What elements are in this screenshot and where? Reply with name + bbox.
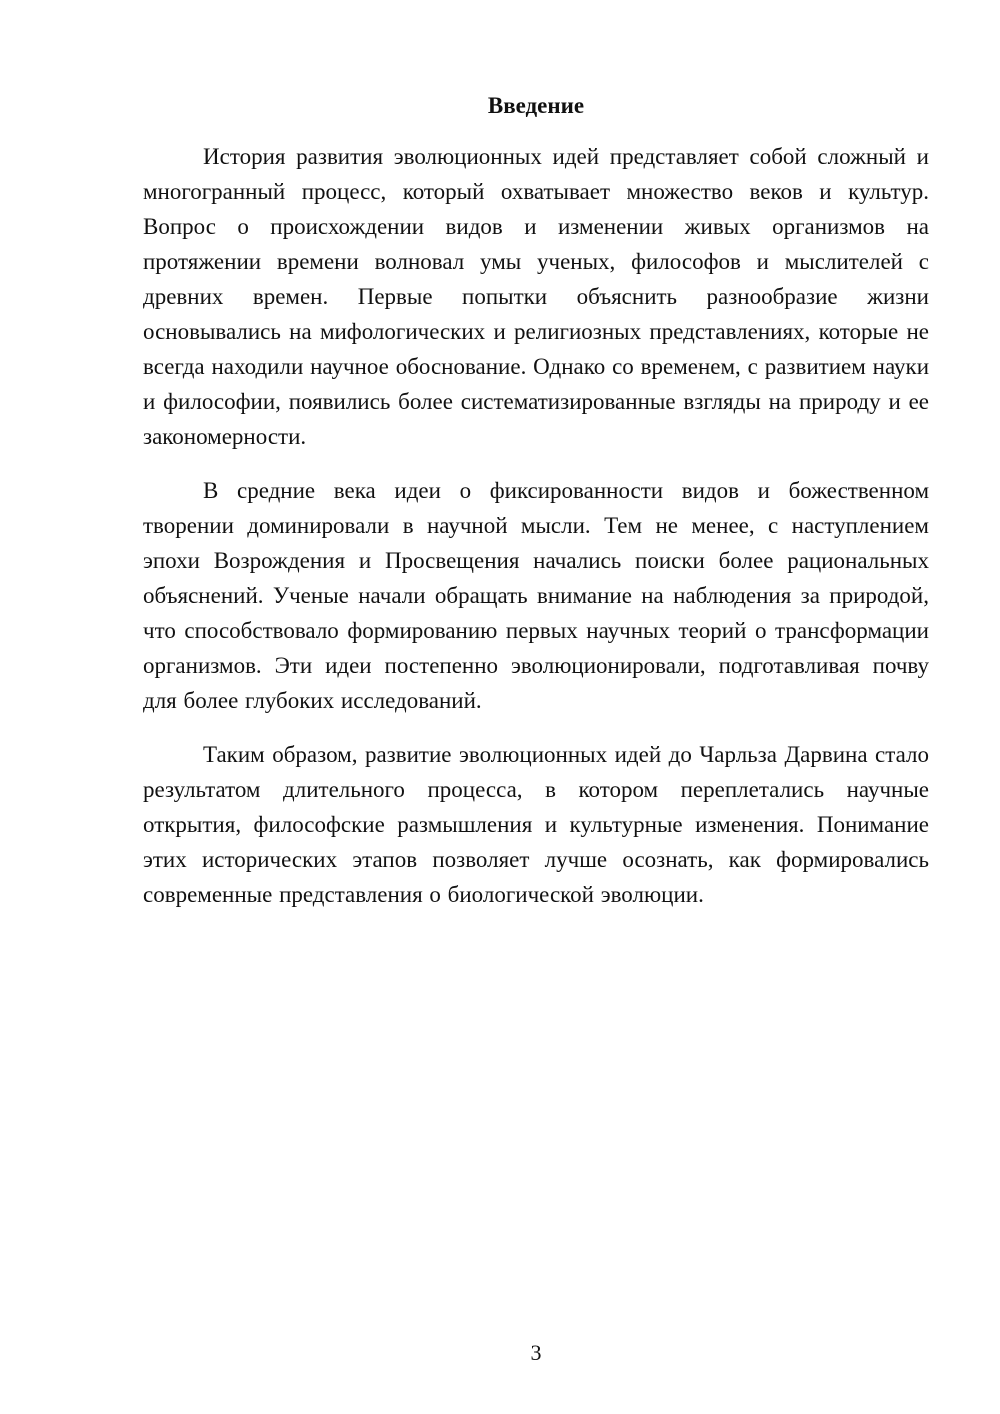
paragraph: Таким образом, развитие эволюционных идей до Чарльза Дарвина стало результатом длительного процесса, в котором переплетались научные открытия, философские размышления и культурные изменения. Понимание этих исторических этапов позволяет лучше осознать, как формировались современные представления о биологической эволюции.	[143, 742, 929, 907]
page-number: 3	[530, 1340, 542, 1365]
page-title: Введение	[487, 93, 585, 118]
paragraph: История развития эволюционных идей представляет собой сложный и многогранный процесс, который охватывает множество веков и культур. Вопрос о происхождении видов и изменении живых организмов на протяжении времени волновал умы ученых, философов и мыслителей с древних времен. Первые попытки объяснить разнообразие жизни основывались на мифологических и религиозных представлениях, которые не всегда находили научное обоснование. Однако со временем, с развитием науки и философии, появились более систематизированные взгляды на природу и ее закономерности.	[143, 144, 929, 449]
paragraph: В средние века идеи о фиксированности видов и божественном творении доминировали в научной мысли. Тем не менее, с наступлением эпохи Возрождения и Просвещения начались поиски более рациональных объяснений. Ученые начали обращать внимание на наблюдения за природой, что способствовало формированию первых научных теорий о трансформации организмов. Эти идеи постепенно эволюционировали, подготавливая почву для более глубоких исследований.	[143, 478, 929, 713]
